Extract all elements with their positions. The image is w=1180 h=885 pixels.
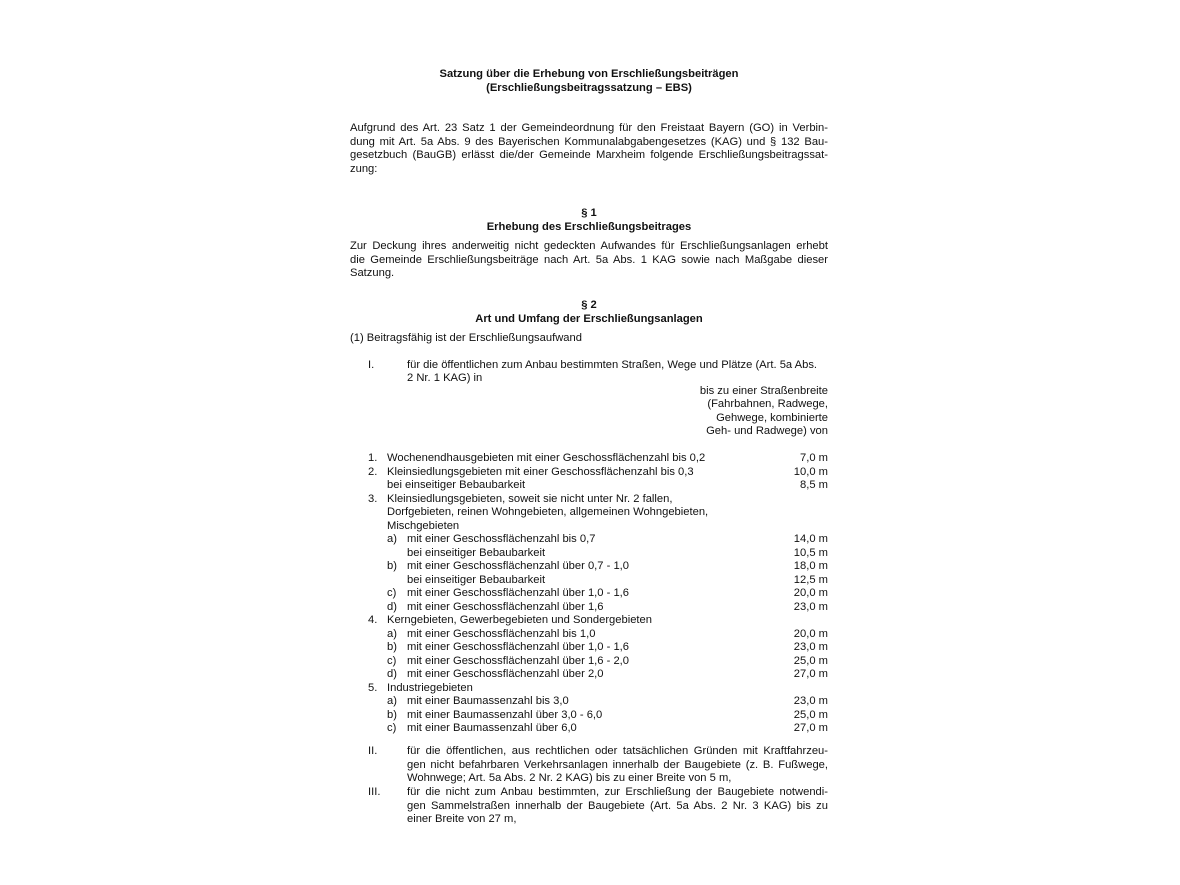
row-number: 3.	[368, 492, 378, 505]
row-number: 5.	[368, 681, 378, 694]
row-sub-letter: b)	[387, 708, 397, 721]
row-sub-letter: c)	[387, 654, 397, 667]
row-sub-letter: b)	[387, 560, 397, 572]
item-II-line: gen nicht befahrbaren Verkehrsanlagen innerhalb der Baugebiete (z. B. Fußwege,	[407, 758, 828, 771]
preamble-line: dung mit Art. 5a Abs. 9 des Bayerischen Kommunalabgabengesetzes (KAG) und § 132 Bau-	[350, 135, 828, 148]
row-width-value: 25,0 m	[793, 708, 828, 721]
row-width-value: 10,0 m	[793, 465, 828, 478]
width-header-line: Geh- und Radwege) von	[706, 425, 828, 437]
item-I-line: 2 Nr. 1 KAG) in	[407, 372, 483, 384]
row-text: Kleinsiedlungsgebieten, soweit sie nicht unter Nr. 2 fallen,	[387, 492, 673, 505]
row-width-value: 20,0 m	[793, 627, 828, 640]
item-II-paragraph	[407, 745, 828, 786]
row-text: mit einer Geschossflächenzahl über 0,7 - 1,0	[407, 560, 630, 572]
document-subtitle: (Erschließungsbeitragssatzung – EBS)	[486, 82, 692, 94]
row-text: mit einer Geschossflächenzahl bis 0,7	[407, 533, 596, 545]
item-II-numeral: II.	[368, 745, 378, 757]
item-III-numeral: III.	[368, 786, 381, 798]
row-text: bei einseitiger Bebaubarkeit	[407, 546, 546, 559]
section1-heading: Erhebung des Erschließungsbeitrages	[486, 221, 692, 233]
item-II-line: Wohnwege; Art. 5a Abs. 2 Nr. 2 KAG) bis zu einer Breite von 5 m,	[407, 772, 732, 784]
item-III-line: für die nicht zum Anbau bestimmten, zur Erschließung der Baugebiete notwendi-	[407, 786, 828, 798]
item-III-line: einer Breite von 27 m,	[407, 813, 517, 825]
section1-line: Zur Deckung ihres anderweitig nicht gedeckten Aufwandes für Erschließungsanlagen erhebt	[350, 240, 828, 252]
section1-paragraph	[350, 240, 828, 281]
row-width-value: 8,5 m	[800, 479, 828, 491]
row-text: mit einer Geschossflächenzahl über 1,6 - 2,0	[407, 654, 630, 667]
row-number: 1.	[368, 452, 378, 464]
row-text: mit einer Geschossflächenzahl über 2,0	[407, 668, 604, 680]
row-width-value: 12,5 m	[793, 573, 828, 586]
row-sub-letter: c)	[387, 722, 397, 734]
width-header-line: bis zu einer Straßenbreite	[699, 385, 828, 397]
row-sub-letter: c)	[387, 587, 397, 599]
row-text: bei einseitiger Bebaubarkeit	[407, 573, 546, 586]
width-header-line: (Fahrbahnen, Radwege,	[707, 398, 828, 410]
row-text: Industriegebieten	[387, 681, 473, 694]
item-I-line: für die öffentlichen zum Anbau bestimmten Straßen, Wege und Plätze (Art. 5a Abs.	[407, 359, 818, 371]
section2-intro: (1) Beitragsfähig ist der Erschließungsaufwand	[350, 332, 582, 344]
row-width-value: 23,0 m	[793, 600, 828, 613]
section2-number: § 2	[581, 299, 597, 311]
section1-line: Satzung.	[350, 267, 395, 279]
document-title: Satzung über die Erhebung von Erschließungsbeiträgen	[439, 68, 739, 80]
row-sub-letter: d)	[387, 600, 397, 613]
item-I-numeral: I.	[368, 359, 375, 371]
item-III-paragraph	[407, 786, 828, 827]
row-number: 2.	[368, 465, 378, 478]
item-II-line: für die öffentlichen, aus rechtlichen oder tatsächlichen Gründen mit Kraftfahrzeu-	[407, 745, 828, 757]
row-text: mit einer Baumassenzahl über 3,0 - 6,0	[407, 708, 603, 721]
width-header-line: Gehwege, kombinierte	[716, 412, 828, 424]
section1-number: § 1	[581, 207, 597, 219]
row-number: 4.	[368, 614, 378, 626]
row-text: mit einer Geschossflächenzahl bis 1,0	[407, 627, 596, 640]
row-width-value: 27,0 m	[793, 722, 828, 734]
row-text: Kerngebieten, Gewerbegebieten und Sondergebieten	[387, 614, 652, 626]
row-text: mit einer Geschossflächenzahl über 1,0 - 1,6	[407, 587, 630, 599]
row-width-value: 18,0 m	[793, 560, 828, 572]
row-width-value: 27,0 m	[793, 668, 828, 680]
row-text: mit einer Geschossflächenzahl über 1,0 - 1,6	[407, 641, 630, 653]
preamble-paragraph	[350, 122, 828, 176]
row-text: Kleinsiedlungsgebieten mit einer Geschossflächenzahl bis 0,3	[387, 465, 694, 478]
preamble-line: zung:	[350, 162, 378, 175]
row-text: mit einer Baumassenzahl über 6,0	[407, 722, 577, 734]
row-width-value: 20,0 m	[793, 587, 828, 599]
row-width-value: 14,0 m	[793, 533, 828, 545]
row-sub-letter: d)	[387, 668, 397, 680]
preamble-line: gesetzbuch (BauGB) erlässt die/der Gemeinde Marxheim folgende Erschließungsbeitragssat-	[350, 149, 828, 161]
row-text: Dorfgebieten, reinen Wohngebieten, allgemeinen Wohngebieten,	[387, 506, 709, 518]
row-sub-letter: a)	[387, 695, 397, 707]
row-text: mit einer Baumassenzahl bis 3,0	[407, 695, 569, 707]
section1-line: die Gemeinde Erschließungsbeiträge nach Art. 5a Abs. 1 KAG sowie nach Maßgabe dieser	[350, 253, 828, 266]
row-sub-letter: b)	[387, 641, 397, 653]
row-width-value: 23,0 m	[793, 641, 828, 653]
row-width-value: 23,0 m	[793, 695, 828, 707]
row-text: Wochenendhausgebieten mit einer Geschossflächenzahl bis 0,2	[387, 452, 706, 464]
row-text: bei einseitiger Bebaubarkeit	[387, 479, 526, 491]
row-width-value: 25,0 m	[793, 654, 828, 667]
row-width-value: 7,0 m	[800, 452, 828, 464]
row-text: Mischgebieten	[387, 519, 460, 532]
row-width-value: 10,5 m	[793, 546, 828, 559]
row-text: mit einer Geschossflächenzahl über 1,6	[407, 600, 604, 613]
row-sub-letter: a)	[387, 627, 397, 640]
row-sub-letter: a)	[387, 533, 397, 545]
section2-heading: Art und Umfang der Erschließungsanlagen	[475, 313, 703, 325]
item-III-line: gen Sammelstraßen innerhalb der Baugebiete (Art. 5a Abs. 2 Nr. 3 KAG) bis zu	[407, 799, 828, 812]
preamble-line: Aufgrund des Art. 23 Satz 1 der Gemeindeordnung für den Freistaat Bayern (GO) in Verbin-	[350, 122, 828, 134]
